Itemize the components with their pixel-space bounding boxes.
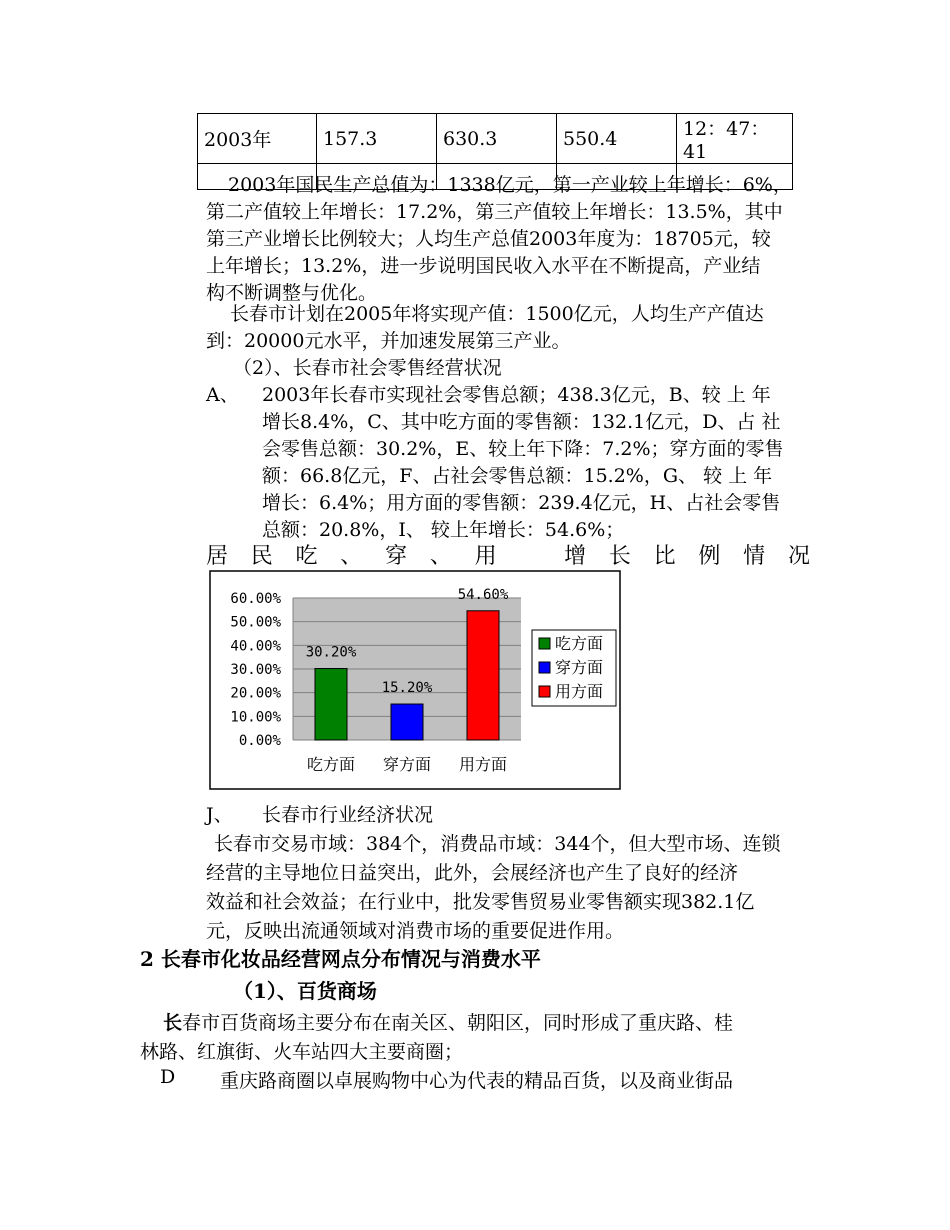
legend-label: 用方面 (555, 682, 604, 701)
heading-char: 增 (564, 544, 587, 569)
y-tick-label: 40.00% (230, 638, 281, 655)
bar (467, 611, 499, 740)
text-line: 2003年国民生产总值为：1338亿元，第一产业较上年增长：6%， (228, 174, 792, 196)
list-marker: J、 (206, 804, 233, 826)
heading-char: 、 (340, 544, 363, 569)
x-tick-label: 用方面 (458, 755, 508, 774)
text-line: 效益和社会效益；在行业中，批发零售贸易业零售额实现382.1亿 (206, 891, 755, 913)
data-label: 15.20% (381, 680, 433, 697)
y-tick-label: 50.00% (230, 614, 281, 631)
heading-char: 吃 (295, 544, 318, 569)
text-line: 会零售总额：30.2%，E、较上年下降：7.2%；穿方面的零售 (262, 438, 784, 460)
bar (391, 704, 423, 740)
legend-label: 吃方面 (555, 634, 604, 653)
legend-swatch (539, 638, 550, 649)
y-tick-label: 0.00% (238, 733, 281, 749)
text-span: 春市百货商场主要分布在南关区、朝阳区，同时形成了重庆路、桂 (182, 1012, 734, 1034)
data-label: 54.60% (457, 586, 509, 603)
sub-heading: （1）、百货商场 (233, 979, 377, 1003)
growth-bar-chart (209, 570, 621, 790)
heading-char: 用 (474, 544, 497, 569)
heading-char: 穿 (385, 544, 408, 569)
x-tick-label: 穿方面 (382, 755, 432, 774)
heading-char: 居 (206, 544, 229, 569)
table-row (198, 114, 793, 164)
text-line: 构不断调整与优化。 (206, 282, 378, 304)
text-line: 总额：20.8%，I、 较上年增长：54.6%； (262, 519, 625, 541)
text-line: 上年增长；13.2%，进一步说明国民收入水平在不断提高，产业结 (206, 255, 761, 277)
y-tick-label: 10.00% (230, 709, 281, 726)
text-line: 重庆路商圈以卓展购物中心为代表的精品百货，以及商业街品 (220, 1070, 734, 1092)
industry-heading: 长春市行业经济状况 (262, 804, 434, 826)
table-cell: 630.3 (437, 114, 557, 164)
bold-initial: 长 (163, 1012, 183, 1034)
heading-char: 例 (698, 544, 721, 569)
legend-label: 穿方面 (555, 658, 604, 677)
y-tick-label: 20.00% (230, 685, 281, 702)
table-cell: 12：47：41 (677, 114, 793, 164)
legend-swatch (539, 662, 550, 673)
chart-heading (206, 539, 810, 570)
heading-char: 情 (743, 544, 766, 569)
text-line: 经营的主导地位日益突出，此外，会展经济也产生了良好的经济 (206, 862, 739, 884)
data-label: 30.20% (305, 644, 357, 661)
list-marker: D (160, 1066, 176, 1088)
text-line: 林路、红旗街、火车站四大主要商圈； (140, 1041, 464, 1063)
bar (315, 669, 347, 740)
text-line: 增长8.4%，C、其中吃方面的零售额：132.1亿元，D、占 社 (262, 411, 781, 433)
table-cell: 157.3 (317, 114, 437, 164)
heading-char (519, 539, 541, 570)
section-heading: （2）、长春市社会零售经营状况 (233, 357, 502, 379)
list-marker: A、 (206, 384, 239, 406)
legend-swatch (539, 686, 550, 697)
text-line: 长春市交易市域：384个，消费品市域：344个，但大型市场、连锁 (214, 833, 781, 855)
y-tick-label: 60.00% (230, 591, 281, 607)
text-line: 第二产值较上年增长：17.2%，第三产值较上年增长：13.5%，其中 (206, 201, 783, 223)
chapter-heading: 2 长春市化妆品经营网点分布情况与消费水平 (140, 947, 541, 971)
heading-char: 比 (653, 544, 676, 569)
heading-char: 长 (608, 544, 631, 569)
text-line: 额：66.8亿元，F、占社会零售总额：15.2%，G、 较 上 年 (262, 465, 773, 487)
x-tick-label: 吃方面 (306, 755, 356, 774)
text-line: 长春市计划在2005年将实现产值：1500亿元，人均生产产值达 (230, 303, 764, 325)
text-line: 元，反映出流通领域对消费市场的重要促进作用。 (206, 920, 625, 942)
heading-char: 民 (250, 544, 273, 569)
table-cell: 2003年 (198, 114, 317, 164)
y-tick-label: 30.00% (230, 662, 281, 678)
heading-char: 况 (787, 544, 810, 569)
text-line: 2003年长春市实现社会零售总额；438.3亿元，B、较 上 年 (262, 384, 771, 406)
text-line: 第三产业增长比例较大；人均生产总值2003年度为：18705元，较 (206, 228, 771, 250)
heading-char: 、 (429, 544, 452, 569)
text-line: 增长：6.4%；用方面的零售额：239.4亿元，H、占社会零售 (262, 492, 781, 514)
table-cell: 550.4 (557, 114, 677, 164)
department-store-line (163, 1008, 733, 1035)
text-line: 到：20000元水平，并加速发展第三产业。 (206, 330, 571, 352)
